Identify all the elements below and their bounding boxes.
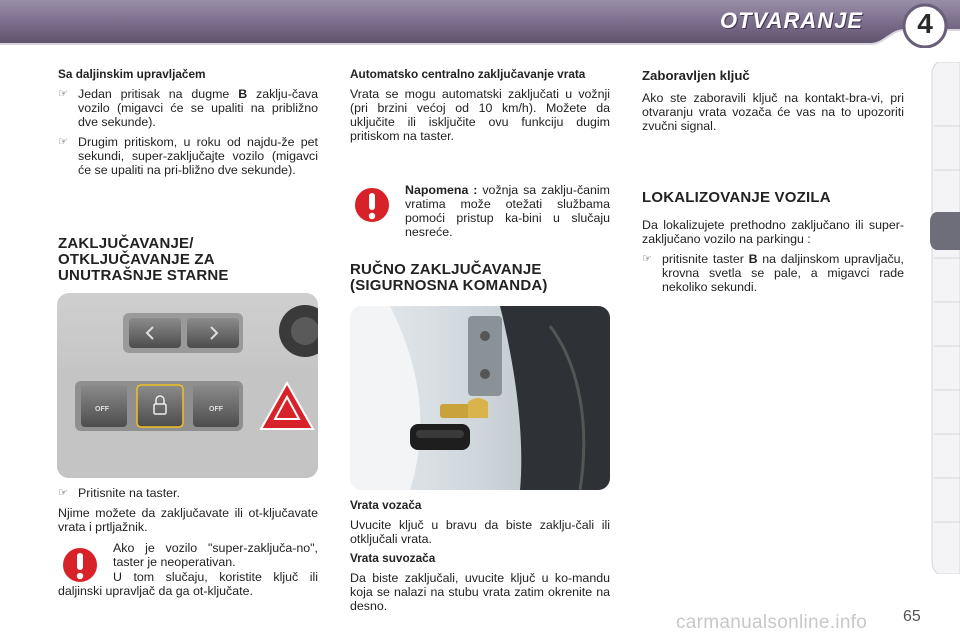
column-right	[642, 68, 904, 139]
interior-lock-heading-block	[58, 236, 298, 284]
forgot-key-text: Ako ste zaboravili ključ na kontakt-bra-vi, pri otvaranju vrata vozača će vas na to upozoriti zvučni signal.	[642, 91, 904, 133]
pointer-icon: ☞	[58, 487, 68, 499]
note-label: Napomena :	[405, 183, 478, 197]
dashboard-illustration	[57, 293, 318, 478]
column-left	[58, 68, 318, 183]
forgot-key-title: Zaboravljen ključ	[642, 68, 750, 83]
manual-lock-heading-block	[350, 262, 610, 294]
pointer-icon: ☞	[58, 88, 68, 100]
remote-title: Sa daljinskim upravljačem	[58, 67, 206, 81]
list-item: ☞ pritisnite taster B na daljinskom upravljaču, krovna svetla se pale, a migavci rade nekoliko sekundi.	[642, 252, 904, 294]
paragraph: Njime možete da zaključavate ili ot-ključavate vrata i prtljažnik.	[58, 506, 318, 534]
section-heading: RUČNO ZAKLJUČAVANJE (SIGURNOSNA KOMANDA)	[350, 261, 548, 294]
passenger-door-text: Da biste zaključali, uvucite ključ u ko-mandu koja se nalazi na stubu vrata zatim okrenite na desno.	[350, 571, 610, 613]
warning-text-1: Ako je vozilo "super-zaključa-no", taster je neoperativan.	[113, 541, 318, 569]
door-lock-illustration	[350, 306, 610, 490]
list-item: ☞ Pritisnite na taster.	[58, 486, 180, 500]
door-lock-photo	[350, 306, 610, 490]
esp-off-label: OFF	[209, 406, 223, 413]
interior-lock-text	[58, 486, 318, 540]
chapter-title: OTVARANJE	[720, 8, 864, 33]
page-number: 65	[903, 608, 921, 625]
chapter-tabs	[926, 62, 960, 574]
fog-off-label: OFF	[95, 406, 109, 413]
warning-text-2: U tom slučaju, koristite ključ ili daljinski upravljač da ga ot-ključate.	[58, 570, 318, 598]
manual-lock-text	[350, 499, 610, 619]
section-heading: ZAKLJUČAVANJE/ OTKLJUČAVANJE ZA UNUTRAŠNJE STARNE	[58, 235, 229, 284]
note-block: Napomena : vožnja sa zaklju-čanim vratima može otežati službama pomoći pristup ka-bini u slučaju nesreće.	[405, 183, 610, 239]
chapter-number: 4	[917, 8, 933, 39]
pointer-icon: ☞	[642, 253, 652, 265]
driver-door-text: Uvucite ključ u bravu da biste zaklju-čali ili otključali vrata.	[350, 518, 610, 546]
column-middle	[350, 68, 610, 149]
locate-block	[642, 190, 904, 300]
dashboard-buttons-photo	[57, 293, 318, 478]
auto-lock-text: Vrata se mogu automatski zaključati u vožnji (pri brzini većoj od 10 km/h). Možete da uključite ili isključite ovu funkciju dugim pritiskom na taster.	[350, 87, 610, 143]
auto-lock-title: Automatsko centralno zaključavanje vrata	[350, 67, 586, 81]
driver-door-title: Vrata vozača	[350, 498, 422, 512]
section-heading: LOKALIZOVANJE VOZILA	[642, 189, 831, 206]
list-item: ☞ Drugim pritiskom, u roku od najdu-že pet sekundi, super-zaključajte vozilo (migavci će se upaliti na pri-bližno dve sekunde).	[58, 135, 318, 177]
warning-icon	[352, 185, 392, 225]
watermark: carmanualsonline.info	[676, 612, 868, 633]
passenger-door-title: Vrata suvozača	[350, 551, 436, 565]
pointer-icon: ☞	[58, 136, 68, 148]
locate-text: Da lokalizujete prethodno zaključano ili super-zaključano vozilo na parkingu :	[642, 218, 904, 246]
list-item: ☞ Jedan pritisak na dugme B zaklju-čava vozilo (migavci će se upaliti na približno dve sekunde).	[58, 87, 318, 129]
